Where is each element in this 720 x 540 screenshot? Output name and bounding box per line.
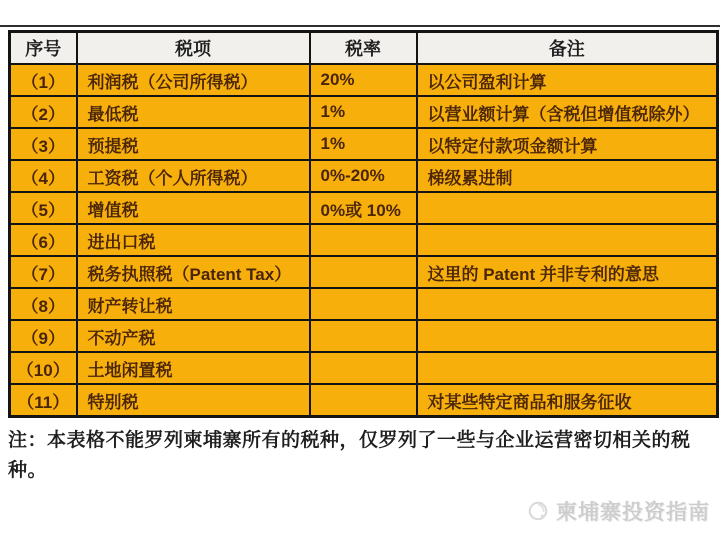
- cell-remark: 这里的 Patent 并非专利的意思: [417, 256, 718, 288]
- cell-no: （6）: [10, 224, 77, 256]
- cell-no: （7）: [10, 256, 77, 288]
- cell-remark: 以公司盈利计算: [417, 64, 718, 96]
- cell-rate: 1%: [310, 128, 417, 160]
- table-row: [10, 224, 718, 256]
- cell-item: 土地闲置税: [77, 352, 310, 384]
- table-row: [10, 96, 718, 128]
- cell-remark: 以营业额计算（含税但增值税除外）: [417, 96, 718, 128]
- table-row: [10, 128, 718, 160]
- cell-item: 最低税: [77, 96, 310, 128]
- cell-no: （10）: [10, 352, 77, 384]
- cell-rate: 0%或 10%: [310, 192, 417, 224]
- cell-item: 工资税（个人所得税）: [77, 160, 310, 192]
- cell-remark: 以特定付款项金额计算: [417, 128, 718, 160]
- tax-table: [8, 30, 719, 418]
- cell-item: 税务执照税（Patent Tax）: [77, 256, 310, 288]
- cell-remark: 对某些特定商品和服务征收: [417, 384, 718, 417]
- watermark-text: 柬埔寨投资指南: [556, 501, 710, 524]
- table-row: [10, 256, 718, 288]
- cell-rate: [310, 320, 417, 352]
- top-divider-line: [0, 25, 720, 27]
- cell-no: （9）: [10, 320, 77, 352]
- cell-item: 进出口税: [77, 224, 310, 256]
- cell-item: 特别税: [77, 384, 310, 417]
- swirl-logo-icon: [527, 500, 549, 522]
- footnote-text: 注：本表格不能罗列柬埔寨所有的税种，仅罗列了一些与企业运营密切相关的税种。: [8, 430, 691, 482]
- cell-no: （3）: [10, 128, 77, 160]
- header-cell-item: 税项: [77, 32, 310, 65]
- table-row: [10, 384, 718, 417]
- header-cell-rate: 税率: [310, 32, 417, 65]
- cell-rate: [310, 256, 417, 288]
- cell-no: （1）: [10, 64, 77, 96]
- watermark: [527, 496, 710, 526]
- header-cell-remark: 备注: [417, 32, 718, 65]
- cell-item: 利润税（公司所得税）: [77, 64, 310, 96]
- cell-no: （5）: [10, 192, 77, 224]
- cell-no: （4）: [10, 160, 77, 192]
- cell-remark: [417, 224, 718, 256]
- cell-rate: 20%: [310, 64, 417, 96]
- cell-remark: [417, 352, 718, 384]
- cell-remark: [417, 320, 718, 352]
- cell-item: 不动产税: [77, 320, 310, 352]
- cell-rate: [310, 288, 417, 320]
- cell-item: 财产转让税: [77, 288, 310, 320]
- table-header-row: [10, 32, 718, 65]
- cell-rate: [310, 384, 417, 417]
- cell-no: （2）: [10, 96, 77, 128]
- cell-remark: [417, 288, 718, 320]
- table-row: [10, 352, 718, 384]
- cell-rate: [310, 224, 417, 256]
- cell-rate: [310, 352, 417, 384]
- cell-rate: 0%-20%: [310, 160, 417, 192]
- table-row: [10, 64, 718, 96]
- cell-no: （11）: [10, 384, 77, 417]
- table-row: [10, 192, 718, 224]
- table-row: [10, 288, 718, 320]
- table-row: [10, 320, 718, 352]
- cell-rate: 1%: [310, 96, 417, 128]
- cell-item: 增值税: [77, 192, 310, 224]
- cell-no: （8）: [10, 288, 77, 320]
- cell-remark: [417, 192, 718, 224]
- table-row: [10, 160, 718, 192]
- cell-item: 预提税: [77, 128, 310, 160]
- header-cell-no: 序号: [10, 32, 77, 65]
- cell-remark: 梯级累进制: [417, 160, 718, 192]
